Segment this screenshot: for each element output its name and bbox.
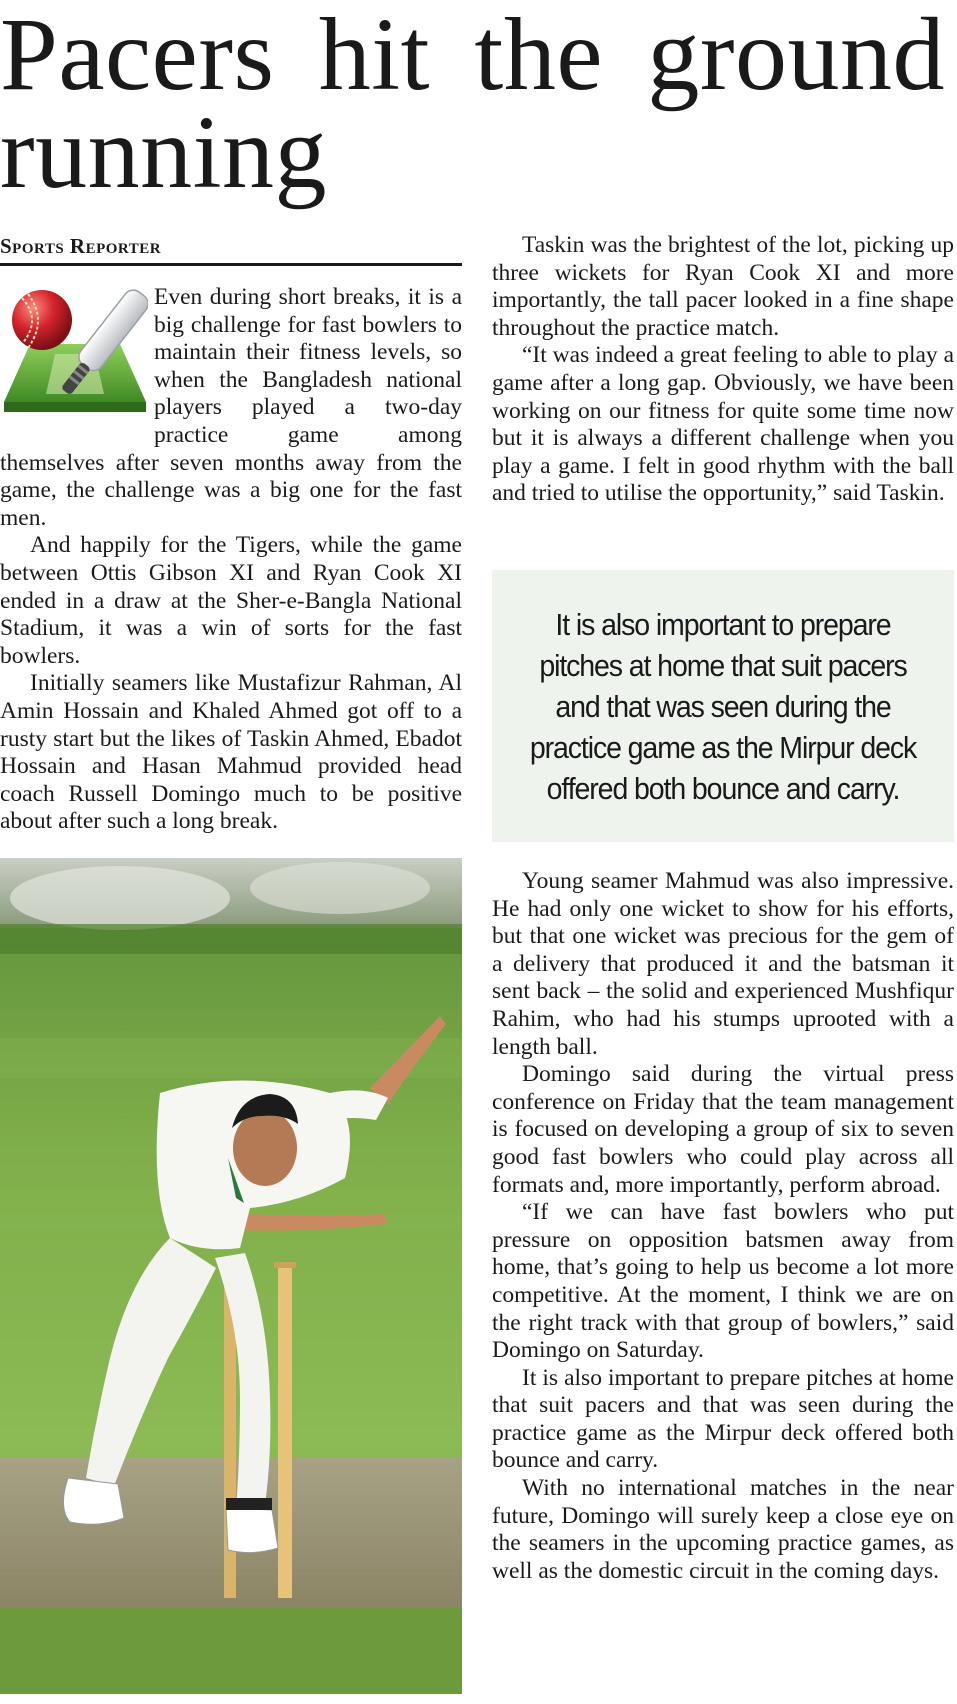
- paragraph: Initially seamers like Mustafizur Rahman, Al Amin Hossain and Khaled Ahmed got off to a rusty start but the likes of Taskin Ahmed, Ebadot Hossain and Hasan Mahmud provided head coach Russell Domingo much to be positive about after such a long break.: [0, 670, 462, 835]
- paragraph: Domingo said during the virtual press conference on Friday that the team management is focused on developing a group of six to seven good fast bowlers who could play across all formats and, more importantly, perform abroad.: [492, 1061, 954, 1198]
- headline-line-2: running: [0, 95, 328, 210]
- right-column-top: [492, 232, 954, 508]
- headline-line-1: [0, 0, 945, 112]
- right-column-bottom: [492, 868, 954, 1585]
- paragraph: “It was indeed a great feeling to able to play a game after a long gap. Obviously, we have been working on our fitness for quite some time now but it is always a different challenge when you play a game. I felt in good rhythm with the ball and tried to utilise the opportunity,” said Taskin.: [492, 342, 954, 507]
- paragraph: And happily for the Tigers, while the game between Ottis Gibson XI and Ryan Cook XI ended in a draw at the Sher-e-Bangla National Stadium, it was a win of sorts for the fast bowlers.: [0, 532, 462, 669]
- paragraph: It is also important to prepare pitches at home that suit pacers and that was seen during the practice game as the Mirpur deck offered both bounce and carry.: [492, 1364, 954, 1474]
- paragraph: “If we can have fast bowlers who put pressure on opposition batsmen away from home, that’s going to help us become a lot more competitive. At the moment, I think we are on the right track with that group of bowlers,” said Domingo on Saturday.: [492, 1199, 954, 1364]
- headline-word: hit: [318, 0, 431, 112]
- fast-bowler-follow-through-photo: [0, 858, 462, 1694]
- headline-word: ground: [647, 0, 945, 112]
- pull-quote-box: [492, 570, 954, 842]
- paragraph: Taskin was the brightest of the lot, picking up three wickets for Ryan Cook XI and more importantly, the tall pacer looked in a fine shape throughout the practice match.: [492, 232, 954, 341]
- paragraph: With no international matches in the near future, Domingo will surely keep a close eye on the seamers in the upcoming practice games, as well as the domestic circuit in the coming days.: [492, 1475, 954, 1584]
- pull-quote-text: It is also important to prepare pitches at home that suit pacers and that was seen during the practice game as the Mirpur deck offered both bounce and carry.: [529, 606, 917, 806]
- byline: Sports Reporter: [0, 234, 462, 266]
- paragraph: Young seamer Mahmud was also impressive. He had only one wicket to show for his efforts, but that one wicket was precious for the gem of a delivery that produced it and the batsman it sent back – the solid and experienced Mushfiqur Rahim, who had his stumps uprooted with a length ball.: [492, 868, 954, 1060]
- headline-word: the: [474, 0, 603, 112]
- cricket-ball-bat-pitch-icon: [0, 284, 148, 424]
- paragraph: Even during short breaks, it is a big challenge for fast bowlers to maintain their fitness levels, so when the Bangladesh national players played a two-day practice game among themselves after seven months away from the game, the challenge was a big one for the fast men.: [0, 284, 462, 531]
- headline: [0, 0, 957, 210]
- left-column: [0, 284, 462, 836]
- headline-word: Pacers: [0, 0, 275, 112]
